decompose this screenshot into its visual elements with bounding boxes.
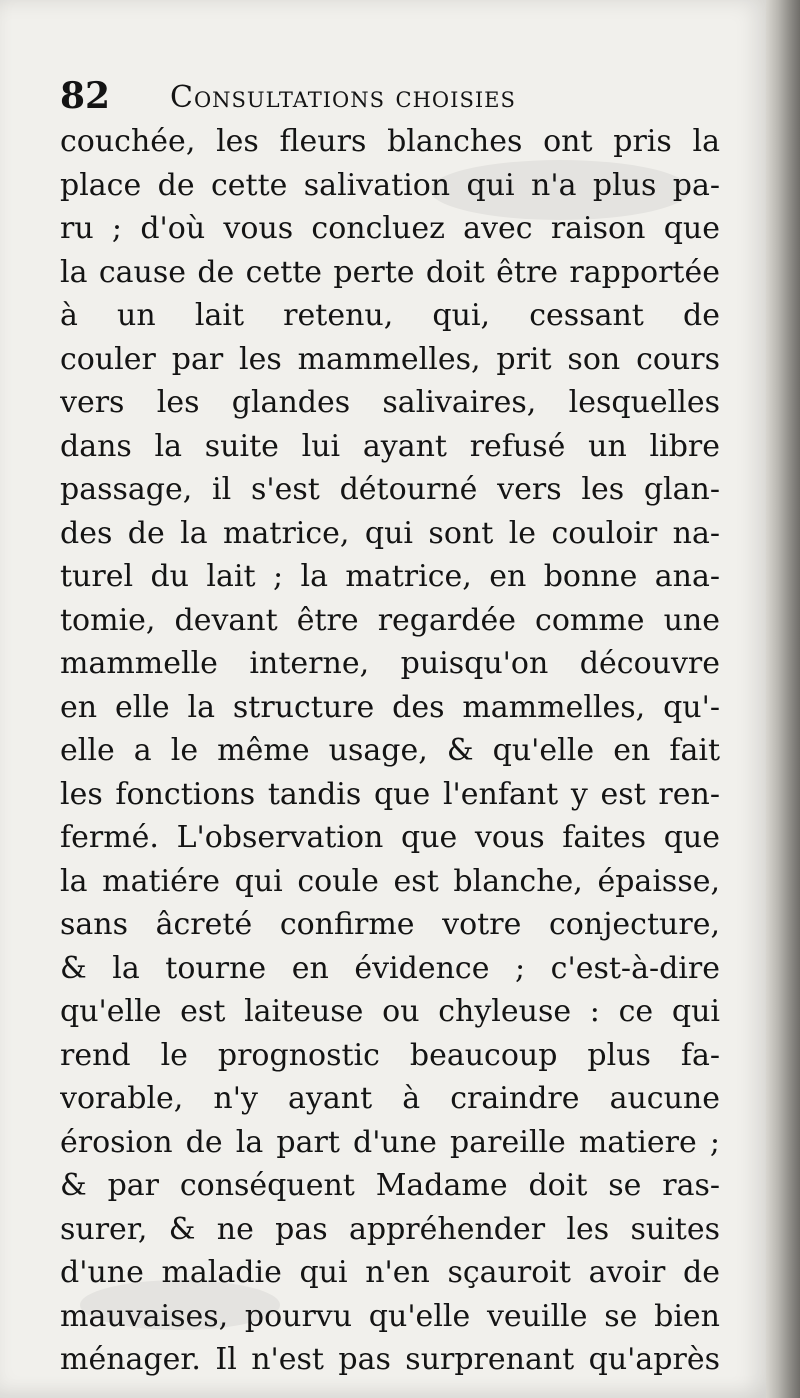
text-line: d'une maladie qui n'en sçauroit avoir de [60, 1255, 720, 1290]
text-line: la matiére qui coule est blanche, épaisse, [60, 863, 720, 899]
page-header [60, 72, 740, 122]
text-line: ménager. Il n'est pas surprenant qu'après [60, 1342, 720, 1377]
text-line: rend le prognostic beaucoup plus fa- [60, 1037, 720, 1073]
text-line: qu'elle est laiteuse ou chyleuse : ce qui [60, 994, 720, 1029]
text-line: couler par les mammelles, prit son cours [60, 341, 720, 377]
text-line: en elle la structure des mammelles, qu'- [60, 689, 720, 725]
text-line: & la tourne en évidence ; c'est-à-dire [60, 950, 720, 986]
text-line: elle a le même usage, & qu'elle en fait [60, 733, 720, 768]
text-line: couchée, les fleurs blanches ont pris la [60, 124, 720, 159]
body-text [60, 120, 720, 1382]
text-line: fermé. L'observation que vous faites que [60, 820, 720, 855]
text-line: à un lait retenu, qui, cessant de [60, 298, 720, 333]
text-line: surer, & ne pas appréhender les suites [60, 1211, 720, 1247]
text-line: la cause de cette perte doit être rapportée [60, 254, 720, 290]
text-line: sans âcreté confirme votre conjecture, [60, 907, 720, 942]
text-line: tomie, devant être regardée comme une [60, 602, 720, 638]
text-line: érosion de la part d'une pareille matiere ; [60, 1124, 720, 1160]
text-line: dans la suite lui ayant refusé un libre [60, 428, 720, 464]
text-line: vers les glandes salivaires, lesquelles [60, 385, 720, 420]
text-line: & par conséquent Madame doit se ras- [60, 1168, 720, 1203]
running-head: Consultations choisies [170, 80, 516, 115]
text-line: mauvaises, pourvu qu'elle veuille se bien [60, 1298, 720, 1334]
page-edge-shadow [766, 0, 800, 1398]
text-line: vorable, n'y ayant à craindre aucune [60, 1081, 720, 1116]
text-line: place de cette salivation qui n'a plus pa- [60, 167, 720, 203]
text-line: passage, il s'est détourné vers les glan- [60, 472, 720, 507]
text-line: les fonctions tandis que l'enfant y est ren- [60, 776, 720, 812]
page-number: 82 [60, 75, 111, 117]
text-line: ru ; d'où vous concluez avec raison que [60, 211, 720, 246]
text-line: mammelle interne, puisqu'on découvre [60, 646, 720, 681]
text-line: des de la matrice, qui sont le couloir na- [60, 515, 720, 551]
text-line: turel du lait ; la matrice, en bonne ana- [60, 559, 720, 594]
